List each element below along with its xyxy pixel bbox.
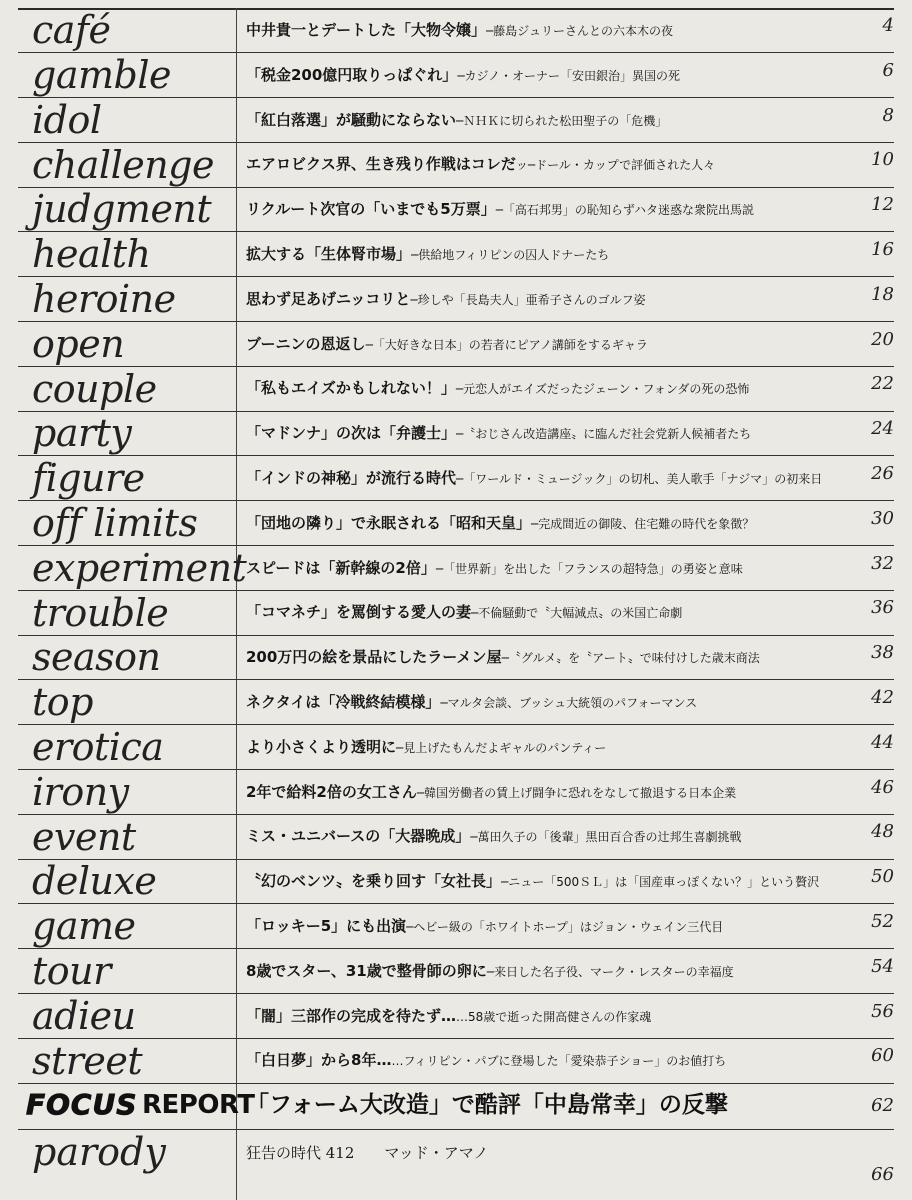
page-number: 56 xyxy=(871,1000,894,1022)
category-label: café xyxy=(32,8,111,53)
headline: 「インドの神秘」が流行る時代 xyxy=(246,469,457,487)
headline: 「白日夢」から8年… xyxy=(246,1051,392,1070)
category-label: season xyxy=(32,635,161,680)
category-label: judgment xyxy=(32,187,212,232)
article-title xyxy=(246,19,673,42)
category-label: challenge xyxy=(32,142,214,187)
toc-entry[interactable] xyxy=(18,860,894,904)
subtitle: ─「ワールド・ミュージック」の切札、美人歌手「ナジマ」の初来日 xyxy=(456,472,823,486)
toc-entry[interactable] xyxy=(18,143,894,187)
article-title: 狂告の時代 412 マッド・アマノ xyxy=(246,1144,489,1162)
headline: 8歳でスター、31歳で整骨師の卵に xyxy=(246,961,487,980)
article-title xyxy=(246,915,723,938)
article-title xyxy=(246,736,606,759)
headline: 中井貴一とデートした「大物令嬢」 xyxy=(246,21,487,39)
category-label: parody xyxy=(32,1130,166,1174)
subtitle: ─見上げたもんだよギャルのパンティー xyxy=(396,740,607,755)
category-label: gamble xyxy=(32,53,171,98)
category-label: figure xyxy=(32,456,145,501)
headline: 2年で給料2倍の女工さん xyxy=(246,782,417,801)
article-title xyxy=(246,153,715,176)
subtitle: ─マルタ会談、ブッシュ大統領のパフォーマンス xyxy=(440,696,698,710)
article-title xyxy=(246,422,751,445)
headline: ブーニンの恩返し xyxy=(246,334,366,353)
subtitle: ─カジノ・オーナー「安田銀治」異国の死 xyxy=(457,68,681,83)
subtitle: …フィリピン・パブに登場した「愛染恭子ショー」のお値打ち xyxy=(391,1054,727,1069)
subtitle: ─来日した名子役、マーク・レスターの幸福度 xyxy=(486,964,734,979)
article-title xyxy=(246,601,682,624)
category-label: top xyxy=(32,680,93,725)
toc-entry[interactable] xyxy=(18,905,894,949)
subtitle: ─珍しや「長島夫人」亜希子さんのゴルフ姿 xyxy=(410,292,646,307)
headline: リクルート次官の「いまでも5万票」 xyxy=(246,200,496,219)
page-number: 24 xyxy=(871,418,894,440)
article-title xyxy=(246,825,742,848)
subtitle: ─ニュー「500ＳＬ」は「国産車っぽくない？」という贅沢 xyxy=(501,875,820,890)
article-title xyxy=(246,198,754,221)
headline: 「私もエイズかもしれない！」 xyxy=(246,379,456,398)
article-title xyxy=(246,1005,651,1028)
headline: 思わず足あげニッコリと xyxy=(246,289,411,308)
toc-entry[interactable] xyxy=(18,233,894,277)
page-number: 62 xyxy=(871,1095,894,1116)
focus-report-label: REPORT xyxy=(142,1090,255,1120)
page-number: 30 xyxy=(871,507,894,529)
subtitle: ─元恋人がエイズだったジェーン・フォンダの死の恐怖 xyxy=(455,382,750,397)
article-title xyxy=(246,557,743,580)
page-number: 20 xyxy=(871,328,894,350)
focus-report-row[interactable] xyxy=(18,1085,894,1130)
category-label: game xyxy=(32,904,136,949)
page-number: 10 xyxy=(871,149,894,171)
category-label: health xyxy=(32,232,151,277)
headline: ネクタイは「冷戦終結模様」 xyxy=(246,693,441,711)
category-label: off limits xyxy=(32,501,198,546)
page-number: 60 xyxy=(871,1045,894,1067)
toc-entry[interactable] xyxy=(18,278,894,322)
category-label: experiment xyxy=(32,545,247,590)
article-title xyxy=(246,109,667,132)
toc-entry[interactable] xyxy=(18,54,894,98)
article-title xyxy=(246,1049,726,1072)
headline: 「ロッキー5」にも出演 xyxy=(246,917,407,935)
category-label: idol xyxy=(32,97,102,142)
subtitle: ─ヘビー級の「ホワイトホープ」はジョン・ウェイン三代目 xyxy=(406,920,724,934)
page-number: 50 xyxy=(871,866,894,888)
subtitle: ─萬田久子の「後輩」黒田百合香の辻邦生喜劇挑戦 xyxy=(470,830,742,845)
headline: ミス・ユニバースの「大器晩成」 xyxy=(246,827,471,846)
article-title xyxy=(246,512,754,535)
subtitle: ─〝おじさん改造講座〟に臨んだ社会党新人候補者たち xyxy=(456,427,752,442)
headline: 「闇」三部作の完成を待たず… xyxy=(246,1006,457,1025)
headline: 「コマネチ」を罵倒する愛人の妻 xyxy=(246,603,472,622)
page-number: 18 xyxy=(871,283,894,305)
article-title xyxy=(246,333,648,356)
article-title xyxy=(246,377,749,400)
category-label: heroine xyxy=(32,277,176,322)
page-number: 46 xyxy=(871,776,894,798)
subtitle: ッ─ドール・カップで評価された人々 xyxy=(515,158,716,173)
article-title xyxy=(246,960,734,983)
toc-entry[interactable] xyxy=(18,591,894,635)
category-label: event xyxy=(32,814,136,859)
toc-entry[interactable] xyxy=(18,995,894,1039)
toc-entry[interactable] xyxy=(18,99,894,143)
headline: 「紅白落選」が騒動にならない xyxy=(246,110,457,129)
page-number: 16 xyxy=(871,239,894,260)
article-title xyxy=(246,781,736,804)
toc-entry[interactable] xyxy=(18,950,894,994)
headline: スピードは「新幹線の2倍」 xyxy=(246,558,436,577)
toc-entry[interactable] xyxy=(18,636,894,680)
category-label: trouble xyxy=(32,590,169,635)
toc-entry[interactable] xyxy=(18,726,894,770)
toc-entry[interactable] xyxy=(18,9,894,53)
subtitle: ─供給地フィリピンの囚人ドナーたち xyxy=(411,248,610,262)
article-title xyxy=(246,64,680,87)
page-number: 52 xyxy=(871,911,894,932)
article-title xyxy=(246,691,697,714)
article-title xyxy=(246,870,819,893)
toc-entry[interactable] xyxy=(18,502,894,546)
headline: 200万円の絵を景品にしたラーメン屋 xyxy=(246,648,502,667)
page-number: 38 xyxy=(871,642,894,664)
page-number: 42 xyxy=(871,687,894,708)
headline: 拡大する「生体腎市場」 xyxy=(246,245,412,263)
focus-logo: FOCUS xyxy=(26,1088,138,1121)
toc-entry[interactable] xyxy=(18,367,894,411)
headline: エアロビクス界、生き残り作戦はコレだ xyxy=(246,155,516,174)
toc-entry[interactable] xyxy=(18,547,894,591)
subtitle: ─韓国労働者の賃上げ闘争に恐れをなして撤退する日本企業 xyxy=(416,785,737,800)
subtitle: ─不倫騒動で〝大幅減点〟の米国亡命劇 xyxy=(471,606,683,621)
toc-entry[interactable] xyxy=(18,1039,894,1083)
parody-row[interactable] xyxy=(18,1130,894,1200)
page-number: 12 xyxy=(871,194,894,216)
page-number: 22 xyxy=(871,373,894,395)
page-number: 66 xyxy=(871,1164,894,1185)
page-number: 26 xyxy=(871,463,894,484)
category-label: erotica xyxy=(32,725,164,770)
headline: より小さくより透明に xyxy=(246,737,397,756)
toc-entry[interactable] xyxy=(18,323,894,367)
page-number: 32 xyxy=(871,552,894,574)
category-label: party xyxy=(32,411,132,456)
category-label: adieu xyxy=(32,993,136,1038)
subtitle: ─「世界新」を出した「フランスの超特急」の勇姿と意味 xyxy=(435,561,743,576)
category-label: open xyxy=(32,321,125,366)
toc-entry[interactable] xyxy=(18,815,894,859)
page-number: 4 xyxy=(882,15,894,36)
toc-entry[interactable] xyxy=(18,681,894,725)
subtitle: …58歳で逝った開高健さんの作家魂 xyxy=(456,1009,652,1024)
subtitle: ─〝グルメ〟を〝アート〟で味付けした歳末商法 xyxy=(501,651,760,666)
page-number: 36 xyxy=(871,597,894,619)
category-label: irony xyxy=(32,769,129,814)
category-label: street xyxy=(32,1038,143,1083)
toc-entry[interactable] xyxy=(18,457,894,501)
article-title xyxy=(246,243,609,266)
subtitle: ─ＮＨＫに切られた松田聖子の「危機」 xyxy=(456,113,668,128)
subtitle: ─「大好きな日本」の若者にピアノ講師をするギャラ xyxy=(365,337,648,352)
page-number: 44 xyxy=(871,731,894,753)
headline: 「団地の隣り」で永眠される「昭和天皇」 xyxy=(246,513,532,532)
subtitle: ─藤島ジュリーさんとの六本木の夜 xyxy=(486,24,674,38)
toc-entry[interactable] xyxy=(18,771,894,815)
article-title xyxy=(246,288,646,311)
page-number: 48 xyxy=(871,821,894,843)
headline: 〝幻のベンツ〟を乗り回す「女社長」 xyxy=(246,872,502,891)
subtitle: ─「高石邦男」の恥知らずハタ迷惑な衆院出馬説 xyxy=(495,203,754,218)
subtitle: ─完成間近の御陵、住宅難の時代を象徴？ xyxy=(531,516,755,531)
page-number: 8 xyxy=(882,104,894,126)
page-number: 6 xyxy=(882,59,894,81)
headline: 「税金200億円取りっぱぐれ」 xyxy=(246,65,458,84)
category-label: couple xyxy=(32,366,157,411)
page-number: 54 xyxy=(871,955,894,977)
toc-entry[interactable] xyxy=(18,188,894,232)
category-label: tour xyxy=(32,949,111,994)
article-title xyxy=(246,467,822,490)
headline: 「マドンナ」の次は「弁護士」 xyxy=(246,424,457,443)
category-label: deluxe xyxy=(32,859,157,904)
toc-entry[interactable] xyxy=(18,412,894,456)
article-title xyxy=(246,646,760,669)
focus-report-title: 「フォーム大改造」で酷評「中島常幸」の反撃 xyxy=(246,1092,728,1118)
